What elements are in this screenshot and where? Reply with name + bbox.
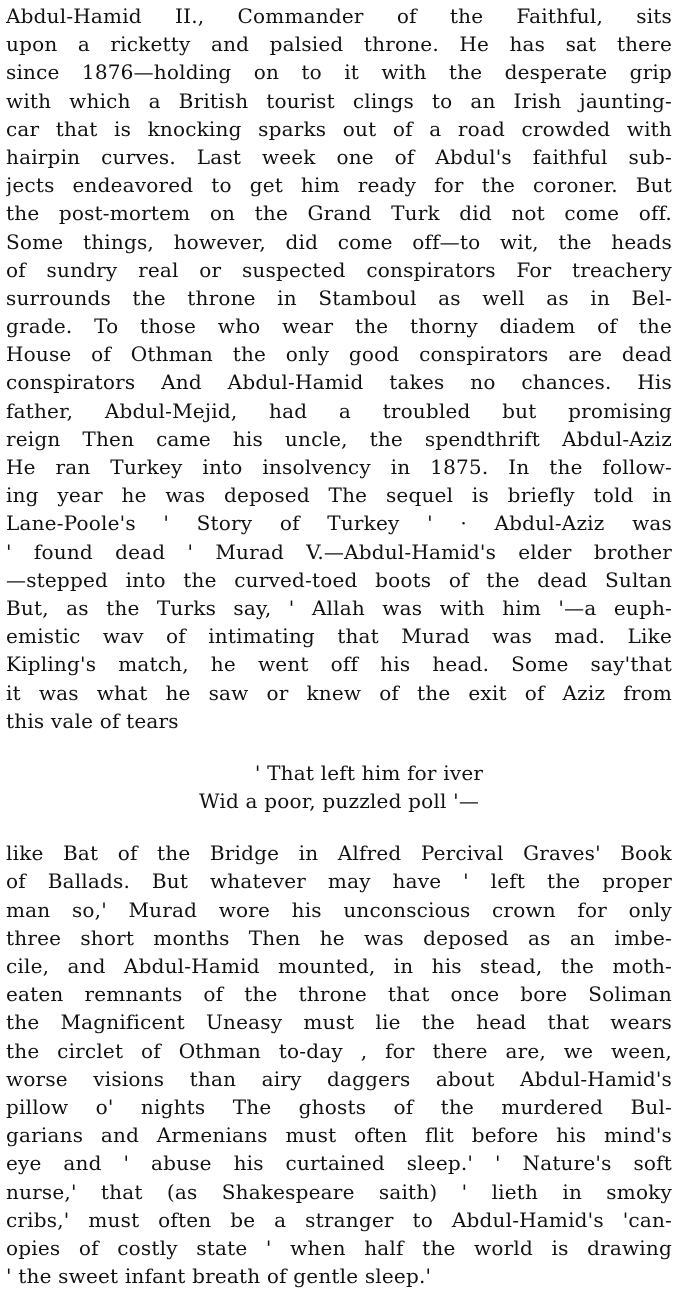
- text-line: grade. To those who wear the thorny diadem of the: [6, 314, 672, 339]
- text-line: the post-mortem on the Grand Turk did not come off.: [6, 201, 672, 226]
- paragraph-1: [6, 2, 672, 735]
- text-line: three short months Then he was deposed as an imbe-: [6, 925, 672, 950]
- paragraph-2: [6, 839, 672, 1290]
- text-line: eye and ' abuse his curtained sleep.' ' Nature's soft: [6, 1151, 672, 1176]
- text-line: cribs,' must often be a stranger to Abdul-Hamid's 'can-: [6, 1207, 672, 1232]
- text-line: hairpin curves. Last week one of Abdul's faithful sub-: [6, 144, 672, 169]
- text-line: ' found dead ' Murad V.—Abdul-Hamid's elder brother: [6, 539, 672, 564]
- text-line: pillow o' nights The ghosts of the murdered Bul-: [6, 1094, 672, 1119]
- text-line: opies of costly state ' when half the world is drawing: [6, 1235, 672, 1260]
- text-line: ing year he was deposed The sequel is briefly told in: [6, 483, 672, 508]
- text-line: reign Then came his uncle, the spendthrift Abdul-Aziz: [6, 426, 672, 451]
- text-line: He ran Turkey into insolvency in 1875. In the follow-: [6, 455, 672, 479]
- text-line: jects endeavored to get him ready for the coroner. But: [6, 173, 672, 198]
- verse-line: ' That left him for iver: [254, 760, 484, 785]
- spacer: [6, 815, 672, 839]
- spacer: [6, 735, 672, 759]
- text-line: House of Othman the only good conspirators are dead: [6, 342, 672, 367]
- text-line: But, as the Turks say, ' Allah was with him '—a euph-: [6, 595, 672, 620]
- text-line: Kipling's match, he went off his head. Some say'that: [6, 652, 672, 677]
- text-line: this vale of tears: [6, 708, 179, 733]
- verse-line: Wid a poor, puzzled poll '—: [198, 789, 480, 814]
- text-line: Lane-Poole's ' Story of Turkey ' · Abdul-Aziz was: [6, 511, 672, 536]
- text-line: nurse,' that (as Shakespeare saith) ' lieth in smoky: [6, 1179, 672, 1204]
- text-line: man so,' Murad wore his unconscious crown for only: [6, 897, 672, 922]
- text-line: the Magnificent Uneasy must lie the head that wears: [6, 1010, 672, 1035]
- text-line: with which a British tourist clings to an Irish jaunting-: [6, 88, 672, 113]
- text-line: —stepped into the curved-toed boots of the dead Sultan: [6, 567, 672, 592]
- text-line: the circlet of Othman to-day , for there are, we ween,: [6, 1038, 672, 1063]
- verse-quotation: [6, 759, 672, 815]
- text-line: Abdul-Hamid II., Commander of the Faithful, sits: [6, 4, 672, 28]
- text-line: of sundry real or suspected conspirators For treachery: [6, 257, 672, 282]
- text-line: conspirators And Abdul-Hamid takes no chances. His: [6, 370, 672, 395]
- text-line: Some things, however, did come off—to wit, the heads: [6, 229, 672, 254]
- text-line: car that is knocking sparks out of a road crowded with: [6, 116, 672, 141]
- text-line: upon a ricketty and palsied throne. He has sat there: [6, 32, 672, 57]
- text-line: of Ballads. But whatever may have ' left the proper: [6, 869, 672, 894]
- text-line: ' the sweet infant breath of gentle sleep.': [6, 1264, 432, 1289]
- text-line: like Bat of the Bridge in Alfred Percival Graves' Book: [6, 841, 672, 866]
- text-line: eaten remnants of the throne that once bore Soliman: [6, 982, 672, 1007]
- text-line: cile, and Abdul-Hamid mounted, in his stead, the moth-: [6, 954, 672, 978]
- text-line: surrounds the throne in Stamboul as well as in Bel-: [6, 285, 672, 310]
- text-line: worse visions than airy daggers about Abdul-Hamid's: [6, 1066, 672, 1091]
- text-line: since 1876—holding on to it with the desperate grip: [6, 60, 672, 85]
- text-line: it was what he saw or knew of the exit of Aziz from: [6, 680, 672, 705]
- text-line: garians and Armenians must often flit before his mind's: [6, 1123, 672, 1148]
- text-line: father, Abdul-Mejid, had a troubled but promising: [6, 398, 672, 423]
- text-line: emistic wav of intimating that Murad was mad. Like: [6, 624, 672, 649]
